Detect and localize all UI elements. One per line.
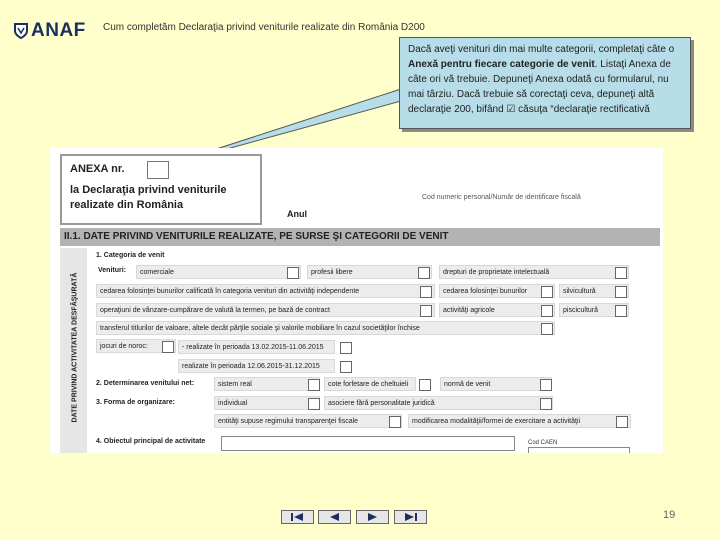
obiect-input[interactable] [221, 436, 515, 451]
anexa-title: ANEXA nr. [70, 163, 125, 175]
previous-page-button[interactable] [318, 510, 351, 524]
option-cedarea-bunurilor: cedarea folosinţei bunurilor [439, 284, 555, 298]
option-noroc-perioada-1: - realizate în perioada 13.02.2015-11.06.2015 [178, 340, 335, 354]
checkbox-drepturi-proprietate[interactable] [615, 267, 627, 279]
checkbox-noroc-perioada-1[interactable] [340, 342, 352, 354]
callout-text-bold: Anexă pentru fiecare categorie de venit [408, 59, 595, 70]
checkbox-jocuri-noroc[interactable] [162, 341, 174, 353]
previous-page-icon [319, 511, 350, 523]
section-header: II.1. DATE PRIVIND VENITURILE REALIZATE, PE SURSE ŞI CATEGORII DE VENIT [60, 228, 660, 246]
first-page-icon [282, 511, 313, 523]
checkbox-piscicultura[interactable] [615, 305, 627, 317]
next-page-button[interactable] [356, 510, 389, 524]
page-number: 19 [663, 509, 676, 521]
option-individual: individual [214, 396, 320, 410]
category-label: 1. Categoria de venit [96, 252, 165, 259]
option-valuta: operaţiuni de vânzare-cumpărare de valută la termen, pe bază de contract [96, 303, 435, 317]
checkbox-norma-venit[interactable] [540, 379, 552, 391]
option-noroc-perioada-2: realizate în perioada 12.06.2015-31.12.2015 [178, 359, 335, 373]
checkbox-entitati-transparenta[interactable] [389, 416, 401, 428]
checkbox-noroc-perioada-2[interactable] [340, 361, 352, 373]
checkbox-comerciale[interactable] [287, 267, 299, 279]
obiect-label: 4. Obiectul principal de activitate [96, 438, 206, 445]
first-page-button[interactable] [281, 510, 314, 524]
anexa-subtitle: la Declaraţia privind veniturile realizate din România [70, 184, 227, 211]
anul-label: Anul [287, 209, 307, 219]
checkbox-cote-forfetare[interactable] [419, 379, 431, 391]
option-norma-venit: normă de venit [440, 377, 552, 391]
option-cote-forfetare: cote forfetare de cheltuieli [324, 377, 416, 391]
callout-text-2: . Listaţi Anexa de câte ori vă trebuie. Depuneţi Anexa odată cu formularul, nu mai târziu. Dacă trebuie să corectaţi ceva, depuneţi altă declaraţie 200, bifând ☑ căsuţa “declaraţie rectificativă [408, 59, 671, 115]
determinarea-label: 2. Determinarea venitului net: [96, 380, 195, 387]
option-piscicultura: piscicultură [559, 303, 629, 317]
option-profesii-libere: profesii libere [307, 265, 432, 279]
anexa-header-box [60, 154, 262, 225]
option-cedarea-independente: cedarea folosinţei bunurilor calificată în categoria venituri din activităţi independente [96, 284, 435, 298]
vertical-label: DATE PRIVIND ACTIVITATEA DESFĂŞURATĂ [71, 272, 79, 423]
last-page-button[interactable] [394, 510, 427, 524]
cnp-label: Cod numeric personal/Număr de identificare fiscală [422, 194, 581, 201]
checkbox-silvicultura[interactable] [615, 286, 627, 298]
last-page-icon [395, 511, 426, 523]
option-jocuri-noroc: jocuri de noroc: [96, 339, 176, 353]
anexa-number-checkbox[interactable] [147, 161, 169, 179]
option-asociere: asociere fără personalitate juridică [324, 396, 553, 410]
callout-text-1: Dacă aveţi venituri din mai multe categorii, completaţi câte o [408, 44, 675, 55]
checkbox-activitati-agricole[interactable] [541, 305, 553, 317]
checkbox-valuta[interactable] [420, 305, 432, 317]
anexa-form [50, 148, 663, 453]
option-drepturi-proprietate: drepturi de proprietate intelectuală [439, 265, 629, 279]
checkbox-transferul-titlurilor[interactable] [541, 323, 553, 335]
page-title: Cum completăm Declaraţia privind veniturile realizate din România D200 [103, 22, 425, 33]
checkbox-asociere[interactable] [540, 398, 552, 410]
vertical-bar [60, 248, 87, 453]
option-comerciale: comerciale [136, 265, 301, 279]
checkbox-sistem-real[interactable] [308, 379, 320, 391]
option-transferul-titlurilor: transferul titlurilor de valoare, altele decât părţile sociale şi valorile mobiliare în cazul societăţilor închise [96, 321, 555, 335]
cod-caen-input[interactable] [528, 447, 630, 453]
next-page-icon [357, 511, 388, 523]
venituri-label: Venituri: [98, 267, 127, 274]
checkbox-modificarea[interactable] [616, 416, 628, 428]
cod-caen-label: Cod CAEN [528, 440, 558, 446]
option-activitati-agricole: activităţi agricole [439, 303, 555, 317]
checkbox-profesii-libere[interactable] [418, 267, 430, 279]
option-sistem-real: sistem real [214, 377, 320, 391]
checkbox-individual[interactable] [308, 398, 320, 410]
callout-tooltip [399, 37, 691, 129]
option-modificarea: modificarea modalităţii/formei de exercitare a activităţii [408, 414, 631, 428]
option-silvicultura: silvicultură [559, 284, 629, 298]
logo-text: ANAF [31, 20, 86, 41]
checkbox-cedarea-bunurilor[interactable] [541, 286, 553, 298]
checkbox-cedarea-independente[interactable] [420, 286, 432, 298]
organizare-label: 3. Forma de organizare: [96, 399, 175, 406]
option-entitati-transparenta: entităţi supuse regimului transparenţei fiscale [214, 414, 402, 428]
